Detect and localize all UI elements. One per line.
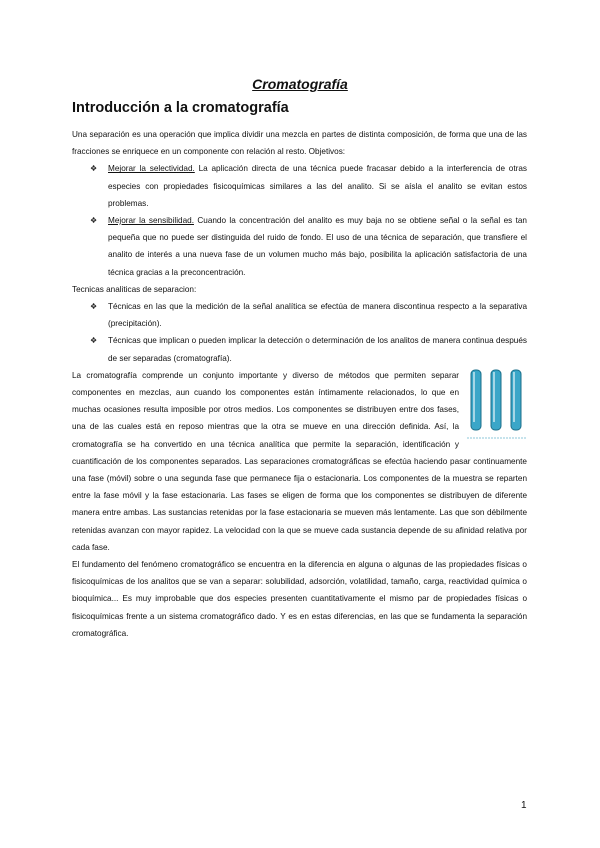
objective-text: La aplicación directa de una técnica puede fracasar debido a la interferencia de otras especies con propiedades fisicoquímicas similares a las del analito. Si se aísla el analito se evitan estos problemas. <box>108 164 527 208</box>
objectives-list <box>72 160 527 280</box>
technique-text: Técnicas que implican o pueden implicar la detección o determinación de los analitos de manera continua después de ser separadas (cromatografía). <box>108 336 527 363</box>
intro-paragraph: Una separación es una operación que implica dividir una mezcla en partes de distinta composición, de forma que una de las fracciones se enriquece en un componente con relación al resto. Objetivos: <box>72 130 527 157</box>
objective-term: Mejorar la selectividad. <box>108 164 195 174</box>
paragraph-text: La cromatografía comprende un conjunto importante y diverso de métodos que permiten separar componentes en mezclas, aun cuando los componentes están íntimamente relacionados, lo que en muchas ocasiones resulta imposible por otros medios. Los componentes se distribuyen entre dos fases, una de las cuales está en reposo mientras que la otra se mueve en una dirección definida. Así, la cromatografía se ha convertido en una técnica analítica que permite la separación, identificación y cuantificación de los componentes separados. Las separaciones cromatográficas se efectúa haciendo pasar continuamente una fase (móvil) sobre o una segunda fase que permanece fija o estacionaria. Los componentes de la muestra se reparten entre la fase móvil y la fase estacionaria. Las fases se eligen de forma que los componentes se distribuyen de diferente manera entre ambas. Las sustancias retenidas por la fase estacionaria se mueven más lentamente. Las que son débilmente retenidas avanzan con mayor rapidez. La velocidad con la que se mueve cada sustancia depende de su afinidad relativa por cada fase. <box>72 370 527 552</box>
document-body <box>72 126 527 642</box>
technique-text: Técnicas en las que la medición de la señal analítica se efectúa de manera discontinua respecto a la separativa (precipitación). <box>108 302 527 329</box>
diamond-bullet-icon: ❖ <box>90 164 98 174</box>
list-item <box>72 298 527 332</box>
list-item <box>72 212 527 281</box>
list-item <box>72 332 527 366</box>
paragraph-cromatografia <box>72 367 527 556</box>
techniques-title: Tecnicas analiticas de separacion: <box>72 284 197 294</box>
techniques-list <box>72 298 527 367</box>
objective-term: Mejorar la sensibilidad. <box>108 216 194 226</box>
diamond-bullet-icon: ❖ <box>90 302 98 312</box>
section-heading: Introducción a la cromatografía <box>72 100 289 116</box>
page-number: 1 <box>521 800 527 811</box>
diamond-bullet-icon: ❖ <box>90 336 98 346</box>
objective-text: Cuando la concentración del analito es muy baja no se obtiene señal o la señal es tan pequeña que no puede ser distinguida del ruido de fondo. El uso de una técnica de separación, que transfiere el analito de interés a una nueva fase de un volumen mucho más bajo, posibilita la aplicación satisfactoria de una técnica gracias a la preconcentración. <box>108 216 527 277</box>
document-title: Cromatografía <box>252 76 348 92</box>
chromatography-columns-figure <box>467 364 527 444</box>
paragraph-fundamento: El fundamento del fenómeno cromatográfico se encuentra en la diferencia en alguna o algunas de las propiedades físicas o fisicoquímicas de los analitos que se van a separar: solubilidad, adsorción, volatilidad, tamaño, carga, reactividad química o bioquímica... Es muy improbable que dos especies presenten cuantitativamente el mismo par de propiedades físicas o fisicoquímicas frente a un sistema cromatográfico dado. Y es en estas diferencias, en las que se fundamenta la separación cromatográfica. <box>72 560 527 638</box>
diamond-bullet-icon: ❖ <box>90 216 98 226</box>
list-item <box>72 160 527 212</box>
